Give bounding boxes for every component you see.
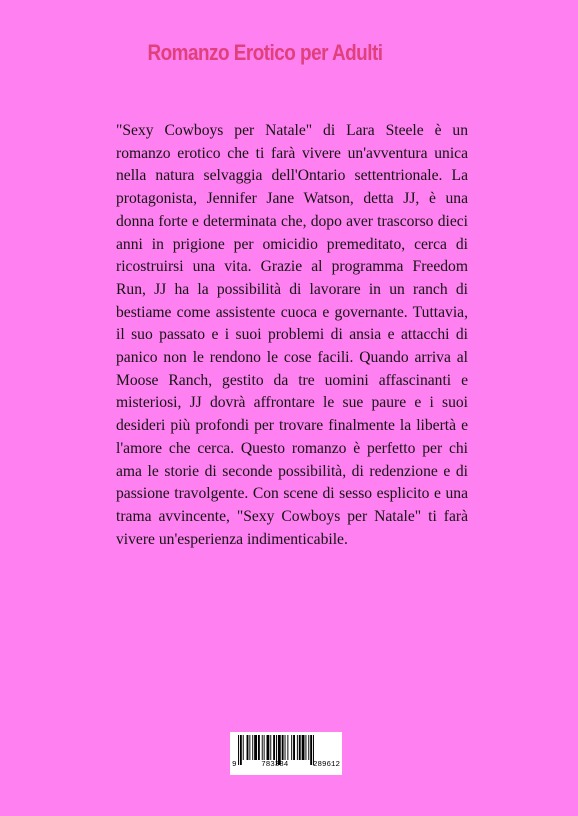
- barcode-bar: [305, 735, 306, 760]
- barcode-lead-digit: 9: [232, 761, 237, 769]
- barcode-bar: [267, 735, 270, 760]
- barcode-bar: [293, 735, 295, 760]
- barcode-bar: [273, 735, 275, 760]
- barcode-bar: [258, 735, 260, 760]
- isbn-barcode: [230, 732, 342, 775]
- cover-heading: Romanzo Erotico per Adulti: [147, 40, 383, 65]
- barcode-bar: [270, 735, 271, 760]
- barcode-bar: [302, 735, 305, 760]
- barcode-left-group: 783384: [261, 761, 289, 769]
- barcode-bar: [308, 735, 309, 760]
- barcode-bar: [285, 735, 286, 760]
- barcode-bar: [297, 735, 298, 760]
- barcode-bar: [249, 735, 250, 760]
- barcode-bar: [247, 735, 249, 760]
- barcode-bar: [291, 735, 292, 760]
- barcode-bar: [299, 735, 301, 760]
- barcode-bar: [282, 735, 284, 760]
- barcode-bar: [243, 735, 244, 760]
- barcode-bar: [252, 735, 253, 760]
- barcode-bar: [254, 735, 257, 760]
- book-synopsis: "Sexy Cowboys per Natale" di Lara Steele è un romanzo erotico che ti farà vivere un'avventura unica nella natura selvaggia dell'Ontario settentrionale. La protagonista, Jennifer Jane Watson, detta JJ, è una donna forte e determinata che, dopo aver trascorso dieci anni in prigione per omicidio premeditato, cerca di ricostruirsi una vita. Grazie al programma Freedom Run, JJ ha la possibilità di lavorare in un ranch di bestiame come assistente cuoca e governante. Tuttavia, il suo passato e i suoi problemi di ansia e attacchi di panico non le rendono le cose facili. Quando arriva al Moose Ranch, gestito da tre uomini affascinanti e misteriosi, JJ dovrà affrontare le sue paure e i suoi desideri più profondi per trovare finalmente la libertà e l'amore che cerca. Questo romanzo è perfetto per chi ama le storie di seconde possibilità, di redenzione e di passione travolgente. Con scene di sesso esplicito e una trama avvincente, "Sexy Cowboys per Natale" ti farà vivere un'esperienza indimenticabile.: [116, 122, 468, 548]
- barcode-bar: [262, 735, 263, 760]
- barcode-bar: [264, 735, 265, 760]
- barcode-bar: [287, 735, 288, 760]
- barcode-right-group: 289612: [312, 761, 340, 769]
- barcode-digits: [232, 760, 340, 770]
